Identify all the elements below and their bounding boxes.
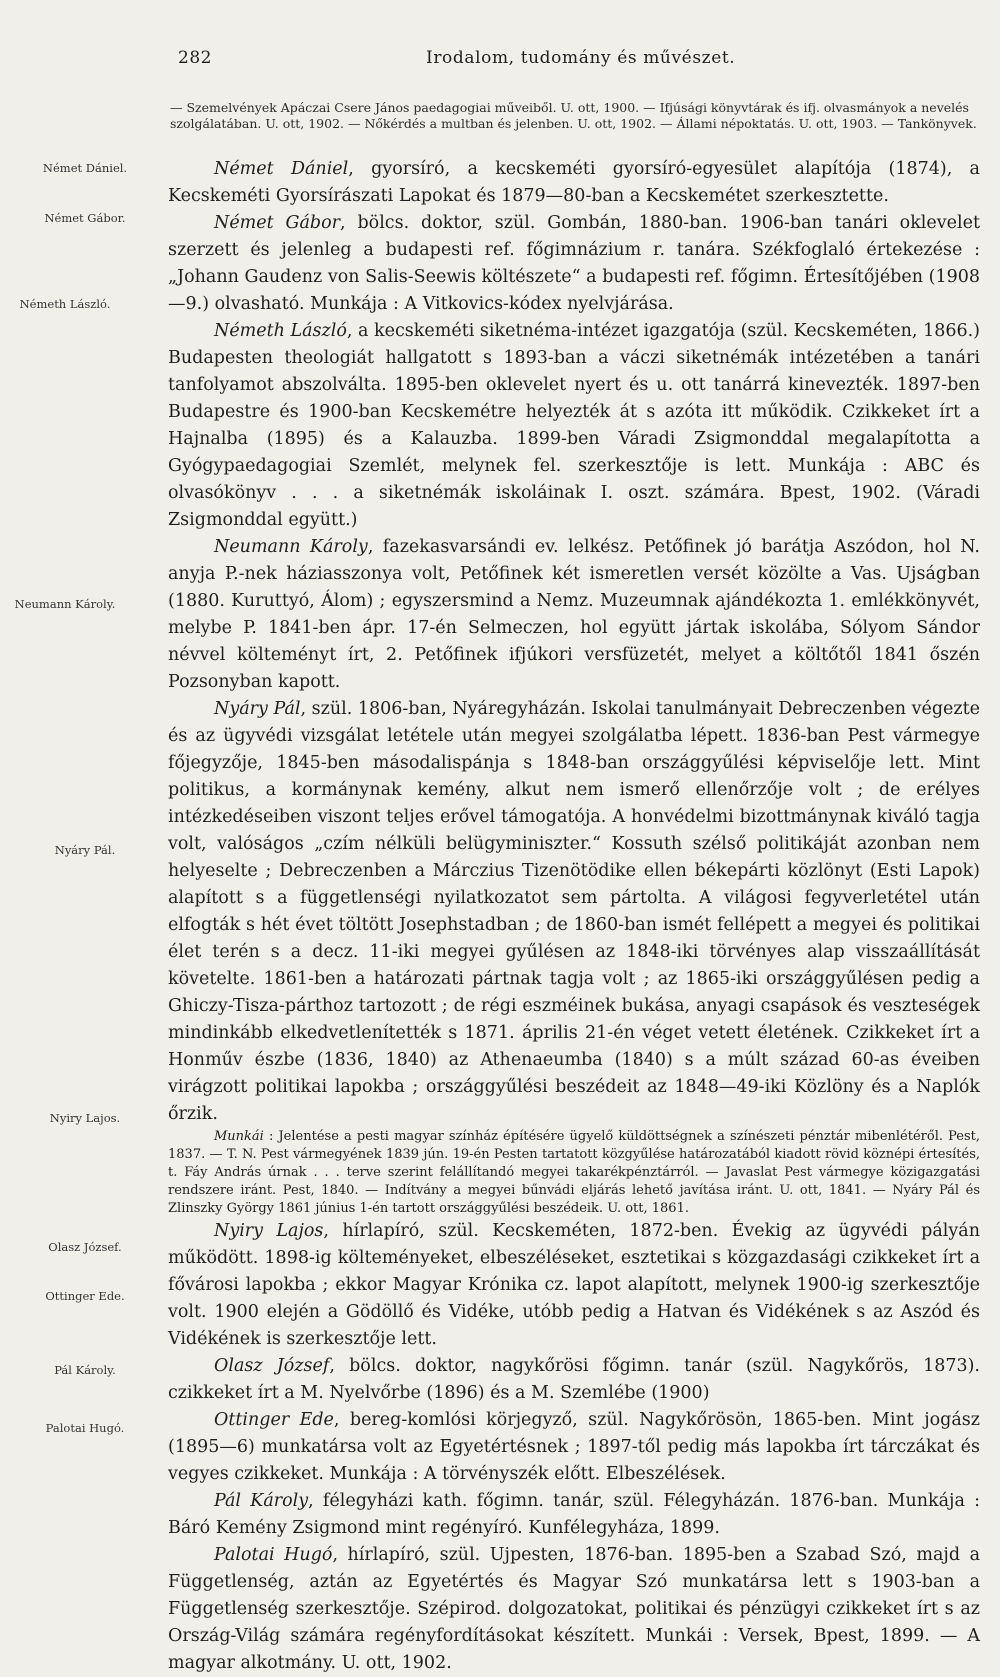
- entry-name: Német Gábor: [214, 213, 341, 233]
- entry-text: , szül. 1806-ban, Nyáregyházán. Iskolai tanulmányait Debreczenben végezte és az ügyvédi vizsgálat letétele után megyei szolgálatba lépett. 1836-ban Pest vármegye főjegyzője, 1845-ben másodalispánja s 1848-ban országgyűlési képviselője lett. Mint politikus, a kormánynak kemény, alkut nem ismerő ellenőrzője volt ; de erélyes intézkedéseiben viszont teljes erővel támogatója. A honvédelmi bizottmánynak kiváló tagja volt, valóságos „czím nélküli belügyminiszter.“ Kossuth szélső politikáját azonban nem helyeselte ; Debreczenben a Márczius Tizenötödike ellen békepárti közlönyt (Esti Lapok) alapított s a függetlenségi nyilatkozatot sem pártolta. A világosi fegyverletétel után elfogták s hét évet töltött Josephstadban ; de 1860-ban ismét fellépett a megyei és politikai élet terén s a decz. 11-iki megyei gyűlésen az 1848-iki törvényes alap visszaállítását követelte. 1861-ben a határozati pártnak tagja volt ; az 1865-iki országgyűlésen pedig a Ghiczy-Tisza-párthoz tartozott ; de régi eszméinek bukása, anyagi csapások és veszteségek mindinkább elkedvetlenítették s 1871. április 21-én véget vetett életének. Czikkeket írt a Honműv észbe (1836, 1840) az Athenaeumba (1840) s a múlt század 60-as éveiben virágzott politikai lapokba ; országgyűlési beszédeit az 1848—49-iki Közlöny és a Naplók őrzik.: [168, 699, 980, 1124]
- entry-text: , gyorsíró, a kecskeméti gyorsíró-egyesület alapítója (1874), a Kecskeméti Gyorsírászati Lapokat és 1879—80-ban a Kecskemétet szerkesztette.: [168, 159, 980, 206]
- entry-text: , félegyházi kath. főgimn. tanár, szül. Félegyházán. 1876-ban. Munkája : Báró Kemény Zsigmond mint regényíró. Kunfélegyháza, 1899.: [168, 1491, 980, 1538]
- works-list: [168, 1128, 980, 1218]
- entry-name: Nyáry Pál: [214, 699, 301, 719]
- margin-name: Pál Károly.: [54, 1363, 116, 1377]
- entry: [168, 1218, 980, 1353]
- margin-name: Németh László.: [19, 297, 111, 311]
- entry: [168, 534, 980, 696]
- margin-name: Ottinger Ede.: [45, 1289, 125, 1303]
- entry-text: , bölcs. doktor, nagykőrösi főgimn. tanár (szül. Nagykőrös, 1873). czikkeket írt a M. Nyelvőrbe (1896) és a M. Szemlébe (1900): [168, 1356, 980, 1403]
- entry: [168, 156, 980, 210]
- entry-text: , bölcs. doktor, szül. Gombán, 1880-ban. 1906-ban tanári oklevelet szerzett és jelenleg a budapesti ref. főgimnázium r. tanára. Székfoglaló értekezése : „Johann Gaudenz von Salis-Seewis költészete“ a budapesti ref. főgimn. Értesítőjében (1908—9.) olvasható. Munkája : A Vitkovics-kódex nyelvjárása.: [168, 213, 980, 314]
- entry: [168, 1353, 980, 1407]
- body-text: [168, 156, 980, 1677]
- entry-name: Olasz József: [214, 1356, 330, 1376]
- entry-name: Munkái: [214, 1129, 264, 1144]
- margin-name: Nyáry Pál.: [54, 843, 116, 857]
- entry: [168, 1542, 980, 1677]
- entry-name: Német Dániel: [214, 159, 349, 179]
- entry: [168, 1407, 980, 1488]
- margin-name: Neumann Károly.: [14, 597, 116, 611]
- entry-name: Ottinger Ede: [214, 1410, 334, 1430]
- entry: [168, 1488, 980, 1542]
- entry: [168, 318, 980, 534]
- entry-text: , hírlapíró, szül. Ujpesten, 1876-ban. 1895-ben a Szabad Szó, majd a Függetlenség, aztán az Egyetértés és Magyar Szó munkatársa lett s 1903-ban a Függetlenség szerkesztője. Szépirod. dolgozatokat, politikai és pénzügyi czikkeket írt s az Ország-Világ számára regényfordításokat készített. Munkái : Versek, Bpest, 1899. — A magyar alkotmány. U. ott, 1902.: [168, 1545, 981, 1673]
- entry-text: , bereg-komlósi körjegyző, szül. Nagykőrösön, 1865-ben. Mint jogász (1895—6) munkatársa volt az Egyetértésnek ; 1897-től pedig más lapokba írt tárczákat és vegyes czikkeket. Munkája : A törvényszék előtt. Elbeszélések.: [168, 1410, 980, 1484]
- entry-name: Neumann Károly: [214, 537, 368, 557]
- page-number: 282: [178, 48, 212, 68]
- intro-text: — Szemelvények Apáczai Csere János paedagogiai műveiből. U. ott, 1900. — Ifjúsági könyvtárak és ifj. olvasmányok a nevelés szolgálatában. U. ott, 1902. — Nőkérdés a multban és jelenben. U. ott, 1902. — Állami népoktatás. U. ott, 1903. — Tankönyvek.: [170, 100, 977, 131]
- entry: [168, 210, 980, 318]
- margin-name: Német Dániel.: [42, 161, 128, 175]
- entry-text: , hírlapíró, szül. Kecskeméten, 1872-ben. Évekig az ügyvédi pályán működött. 1898-ig költeményeket, elbeszéléseket, esztetikai s közgazdasági czikkeket írt a fővárosi lapokba ; ekkor Magyar Krónika cz. lapot alapított, melynek 1900-ig szerkesztője volt. 1900 elején a Gödöllő és Vidéke, utóbb pedig a Hatvan és Vidékének s az Aszód és Vidékének is szerkesztője lett.: [168, 1221, 980, 1349]
- margin-name: Német Gábor.: [44, 211, 126, 225]
- entry: [168, 696, 980, 1128]
- entry-name: Pál Károly: [214, 1491, 309, 1511]
- entry-name: Németh László: [214, 321, 347, 341]
- entry-name: Palotai Hugó: [214, 1545, 333, 1565]
- entry-text: , fazekasvarsándi ev. lelkész. Petőfinek jó barátja Aszódon, hol N. anyja P.-nek háziasszonya volt, Petőfinek két ismeretlen versét közölte a Vas. Ujságban (1880. Kuruttyó, Álom) ; egyszersmind a Nemz. Muzeumnak ajándékozta 1. emlékkönyvét, melybe P. 1841-ben ápr. 17-én Selmeczen, hol együtt jártak iskolába, Sólyom Sándor névvel költeményt írt, 2. Petőfinek ifjúkori versfüzetét, melyet a költőtől 1841 őszén Pozsonyban kapott.: [168, 537, 980, 692]
- entry-text: : Jelentése a pesti magyar színház építésére ügyelő küldöttségnek a színészeti pénztár mibenlétéről. Pest, 1837. — T. N. Pest vármegyének 1839 jún. 19-én Pesten tartatott közgyűlése határozatából kiadott rövid köznépi értesítés, t. Fáy András úrnak . . . terve szerint felállítandó megyei takarékpénztárról. — Javaslat Pest vármegye közigazgatási rendszere iránt. Pest, 1840. — Indítvány a megyei bűnvádi eljárás lehető javítása iránt. U. ott, 1841. — Nyáry Pál és Zlinszky György 1861 június 1-én tartott országgyűlési beszédeik. U. ott, 1861.: [168, 1129, 980, 1216]
- margin-name: Nyiry Lajos.: [49, 1111, 121, 1125]
- entry-text: , a kecskeméti siketnéma-intézet igazgatója (szül. Kecskeméten, 1866.) Budapesten theologiát hallgatott s 1893-ban a váczi siketnémák intézetében a tanári tanfolyamot abszolválta. 1895-ben oklevelet nyert és u. ott tanárrá kinevezték. 1897-ben Budapestre és 1900-ban Kecskemétre helyezték át s azóta itt működik. Czikkeket írt a Hajnalba (1895) és a Kalauzba. 1899-ben Váradi Zsigmonddal megalapította a Gyógypaedagogiai Szemlét, melynek fel. szerkesztője is lett. Munkája : ABC és olvasókönyv . . . a siketnémák iskoláinak I. oszt. számára. Bpest, 1902. (Váradi Zsigmonddal együtt.): [168, 321, 980, 530]
- margin-name: Olasz József.: [48, 1240, 122, 1254]
- margin-name: Palotai Hugó.: [45, 1421, 125, 1435]
- running-title: Irodalom, tudomány és művészet.: [426, 48, 736, 68]
- entry-name: Nyiry Lajos: [214, 1221, 324, 1241]
